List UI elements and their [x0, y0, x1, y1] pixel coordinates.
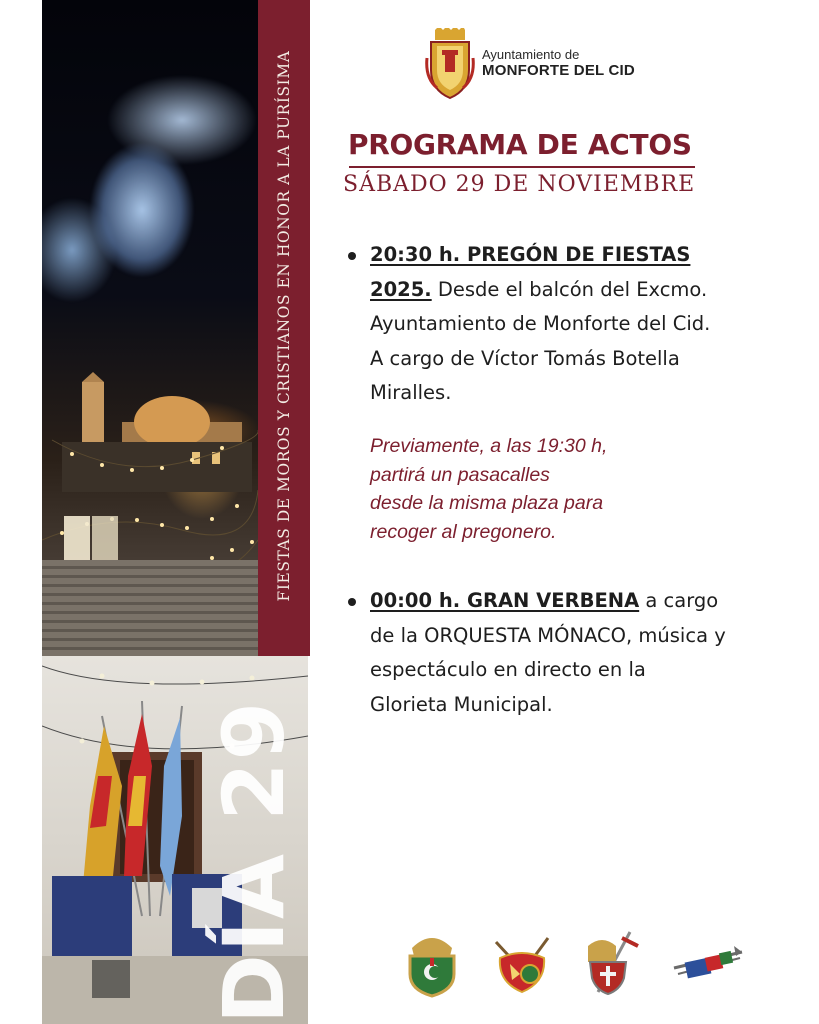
christian-helmet-sword-icon: [580, 928, 644, 998]
moorish-shield-icon: [490, 928, 554, 998]
program-title: PROGRAMA DE ACTOS: [348, 128, 692, 161]
night-fireworks-photo: [42, 0, 258, 656]
council-prefix: Ayuntamiento de: [482, 47, 580, 62]
stone-stairs: [42, 560, 258, 656]
event-description: Desde el balcón del Excmo. Ayuntamiento de Monforte del Cid. A cargo de Víctor Tomás Botella Miralles.: [370, 277, 711, 404]
event-headline: 00:00 h. GRAN VERBENA: [370, 589, 640, 612]
day-label: DÍA 29: [205, 699, 303, 1024]
confetti-cloud: [42, 40, 258, 330]
program-date: SÁBADO 29 DE NOVIEMBRE: [343, 172, 696, 197]
christian-arrows-icon: [670, 928, 746, 998]
bullet-icon: [348, 598, 356, 606]
event-text: [370, 584, 726, 722]
title-underline: [349, 166, 695, 168]
comparsa-emblems: [400, 928, 750, 1000]
pre-event-note: Previamente, a las 19:30 h, partirá un pasacalles desde la misma plaza para recoger al pregonero.: [370, 435, 608, 543]
side-band-text: FIESTAS DE MOROS Y CRISTIANOS EN HONOR A LA PURÍSIMA: [275, 50, 293, 602]
event-description: a cargo de la ORQUESTA MÓNACO, música y espectáculo en directo en la Glorieta Municipal.: [370, 589, 726, 716]
coat-of-arms-icon: [425, 28, 475, 100]
council-name: MONFORTE DEL CID: [482, 62, 635, 79]
moorish-helmet-shield-icon: [400, 928, 464, 998]
event-headline: 20:30 h. PREGÓN DE FIESTAS 2025.: [370, 243, 691, 301]
bullet-icon: [348, 252, 356, 260]
event-text: [370, 238, 726, 411]
